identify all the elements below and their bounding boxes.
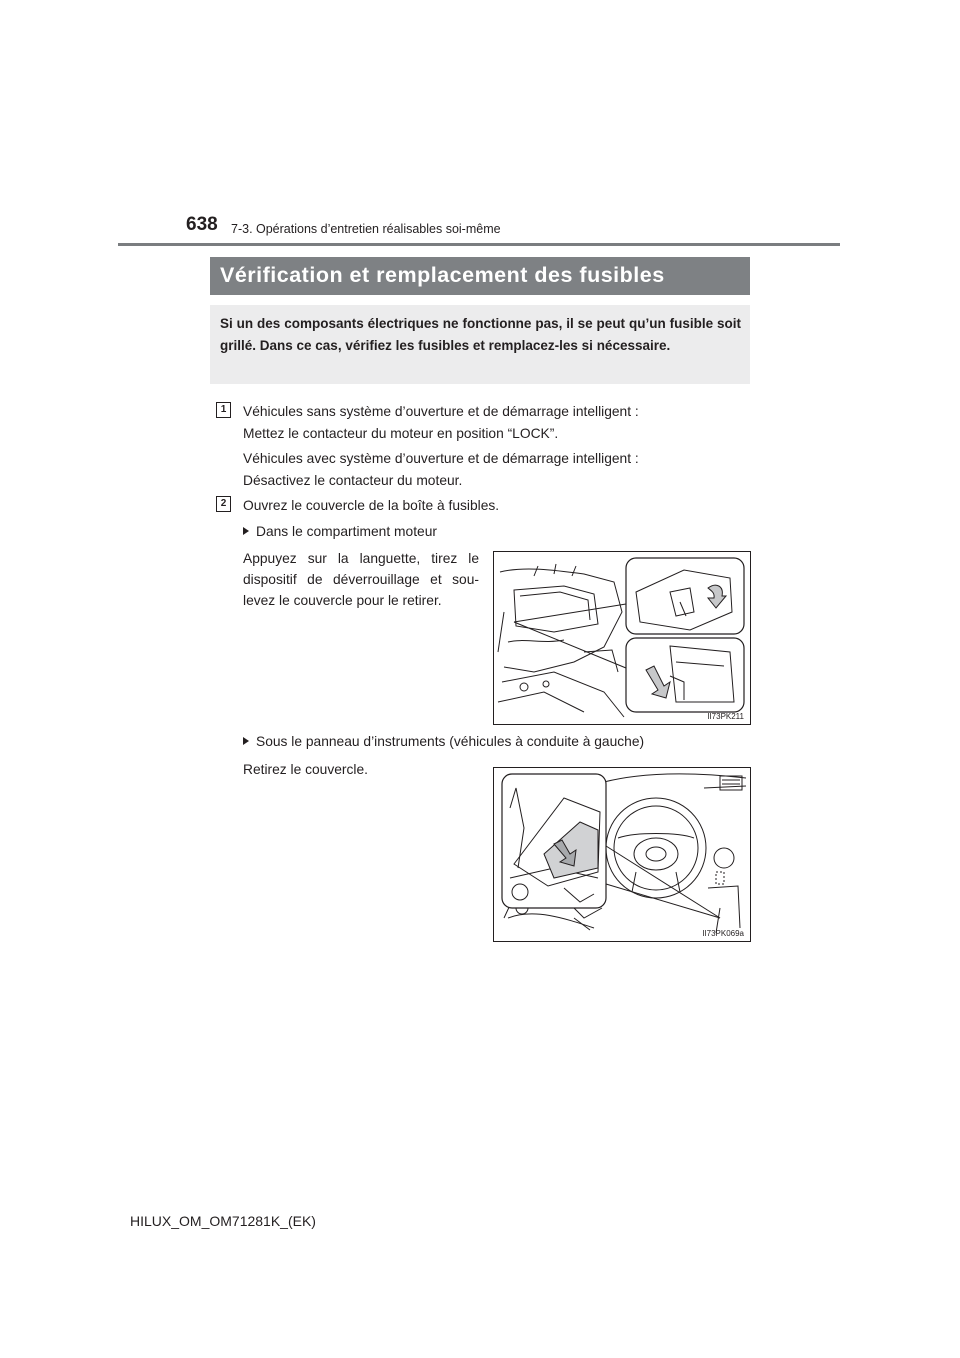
step-1-line-4: Désactivez le contacteur du moteur. — [243, 473, 463, 488]
engine-compartment-illustration — [494, 552, 750, 724]
engine-compartment-figure — [493, 551, 751, 725]
triangle-bullet-icon — [243, 737, 249, 745]
step-2-badge: 2 — [216, 496, 231, 512]
subsection-1-heading — [243, 521, 437, 542]
subsection-2-text: Retirez le couvercle. — [243, 762, 368, 777]
section-header: 7-3. Opérations d’entretien réalisables soi-même — [231, 222, 501, 236]
subsection-2-heading-text: Sous le panneau d’instruments (véhicules à conduite à gauche) — [256, 734, 645, 749]
title-bar — [210, 257, 750, 295]
step-1-badge: 1 — [216, 402, 231, 418]
header-rule — [118, 243, 840, 246]
instrument-panel-illustration — [494, 768, 750, 941]
step-1-line-3: Véhicules avec système d’ouverture et de démarrage intelligent : — [243, 451, 639, 466]
figure-1-code: II73PK211 — [707, 712, 744, 721]
instrument-panel-figure — [493, 767, 751, 942]
subsection-2-heading — [243, 731, 644, 752]
step-1-line-2: Mettez le contacteur du moteur en position “LOCK”. — [243, 426, 559, 441]
triangle-bullet-icon — [243, 527, 249, 535]
figure-2-code: II73PK069a — [702, 929, 744, 938]
intro-text: Si un des composants électriques ne fonctionne pas, il se peut qu’un fusible soit grillé. Dans ce cas, vérifiez les fusibles et remplacez-les si nécessaire. — [220, 316, 741, 353]
subsection-1-text: Appuyez sur la languette, tirez le dispositif de déverrouillage et sou-levez le couvercle pour le retirer. — [243, 551, 479, 608]
page-number: 638 — [186, 214, 218, 235]
intro-box — [210, 305, 750, 384]
page-title: Vérification et remplacement des fusibles — [220, 263, 665, 287]
step-2-line-1: Ouvrez le couvercle de la boîte à fusibles. — [243, 498, 500, 513]
step-1-line-1: Véhicules sans système d’ouverture et de démarrage intelligent : — [243, 404, 639, 419]
footer-document-code: HILUX_OM_OM71281K_(EK) — [130, 1213, 316, 1229]
subsection-1-heading-text: Dans le compartiment moteur — [256, 524, 437, 539]
